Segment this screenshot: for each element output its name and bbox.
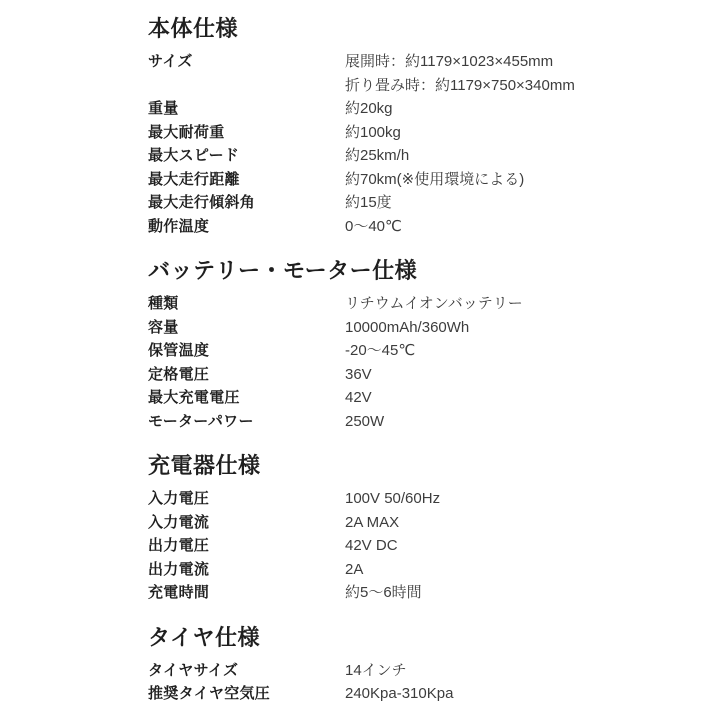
spec-value: 100V 50/60Hz bbox=[345, 490, 441, 507]
spec-label: 充電時間 bbox=[148, 584, 210, 601]
spec-label: 最大スピード bbox=[148, 147, 240, 164]
spec-label: モーターパワー bbox=[148, 412, 254, 430]
spec-label: 最大走行距離 bbox=[148, 170, 240, 188]
spec-value: 42V bbox=[345, 389, 372, 406]
spec-row-max-incline bbox=[148, 191, 692, 215]
spec-value: 約15度 bbox=[345, 194, 392, 211]
spec-row-storage-temp bbox=[148, 339, 692, 363]
section-body-specs bbox=[148, 14, 692, 238]
spec-row-tire-pressure bbox=[148, 682, 692, 706]
section-title: 本体仕様 bbox=[148, 16, 239, 41]
spec-value: 約25km/h bbox=[345, 147, 410, 164]
spec-label: タイヤサイズ bbox=[148, 661, 239, 679]
spec-label: 重量 bbox=[148, 100, 179, 117]
section-tire-specs bbox=[148, 623, 692, 706]
spec-label: サイズ bbox=[148, 53, 193, 70]
spec-value: 36V bbox=[345, 365, 372, 383]
spec-value: 42V DC bbox=[345, 537, 398, 554]
section-title: バッテリー・モーター仕様 bbox=[148, 258, 418, 283]
spec-row-weight bbox=[148, 97, 692, 121]
spec-value: 10000mAh/360Wh bbox=[345, 318, 470, 336]
spec-row-max-speed bbox=[148, 144, 692, 168]
spec-row-input-voltage bbox=[148, 487, 692, 511]
section-battery-motor-specs bbox=[148, 256, 692, 433]
spec-value: 約5～6時間 bbox=[345, 584, 422, 601]
spec-row-battery-type bbox=[148, 292, 692, 316]
spec-row-output-voltage bbox=[148, 534, 692, 558]
spec-label: 最大耐荷重 bbox=[148, 123, 225, 141]
spec-value: 14インチ bbox=[345, 661, 407, 679]
spec-value bbox=[345, 50, 575, 97]
spec-value-line: 折り畳み時：約1179×750×340mm bbox=[345, 76, 575, 94]
spec-label: 最大走行傾斜角 bbox=[148, 194, 256, 211]
spec-value: 2A bbox=[345, 560, 364, 578]
spec-label: 種類 bbox=[148, 295, 179, 312]
spec-row-input-current bbox=[148, 511, 692, 535]
spec-row-output-current bbox=[148, 558, 692, 582]
spec-label: 入力電圧 bbox=[148, 490, 210, 507]
spec-label: 入力電流 bbox=[148, 513, 210, 531]
spec-value: 0～40℃ bbox=[345, 217, 402, 235]
spec-label: 容量 bbox=[148, 318, 179, 336]
spec-row-motor-power bbox=[148, 410, 692, 434]
section-title: タイヤ仕様 bbox=[148, 624, 261, 650]
spec-row-max-load bbox=[148, 121, 692, 145]
spec-row-rated-voltage bbox=[148, 363, 692, 387]
spec-label: 出力電流 bbox=[148, 560, 210, 578]
spec-row-charge-time bbox=[148, 581, 692, 605]
spec-value: 240Kpa-310Kpa bbox=[345, 685, 454, 702]
spec-row-tire-size bbox=[148, 659, 692, 683]
spec-rows bbox=[148, 659, 692, 706]
spec-label: 定格電圧 bbox=[148, 365, 210, 383]
spec-label: 推奨タイヤ空気圧 bbox=[148, 685, 271, 702]
spec-row-size bbox=[148, 50, 692, 97]
spec-value: 250W bbox=[345, 412, 385, 430]
spec-value: -20～45℃ bbox=[345, 342, 416, 359]
spec-rows bbox=[148, 487, 692, 605]
spec-rows bbox=[148, 50, 692, 238]
spec-row-capacity bbox=[148, 316, 692, 340]
spec-label: 最大充電電圧 bbox=[148, 389, 240, 406]
spec-label: 動作温度 bbox=[148, 217, 210, 235]
spec-value-line: 展開時：約1179×1023×455mm bbox=[345, 53, 554, 70]
spec-rows bbox=[148, 292, 692, 433]
spec-row-max-range bbox=[148, 168, 692, 192]
spec-value: 約100kg bbox=[345, 123, 401, 141]
spec-value: 約20kg bbox=[345, 100, 393, 117]
spec-value: 2A MAX bbox=[345, 513, 400, 531]
section-title: 充電器仕様 bbox=[148, 453, 261, 478]
spec-label: 出力電圧 bbox=[148, 537, 210, 554]
spec-value: リチウムイオンバッテリー bbox=[345, 295, 523, 312]
spec-row-max-charge-voltage bbox=[148, 386, 692, 410]
spec-label: 保管温度 bbox=[148, 342, 210, 359]
spec-value: 約70km(※使用環境による) bbox=[345, 170, 525, 188]
spec-row-operating-temp bbox=[148, 215, 692, 239]
section-charger-specs bbox=[148, 451, 692, 605]
